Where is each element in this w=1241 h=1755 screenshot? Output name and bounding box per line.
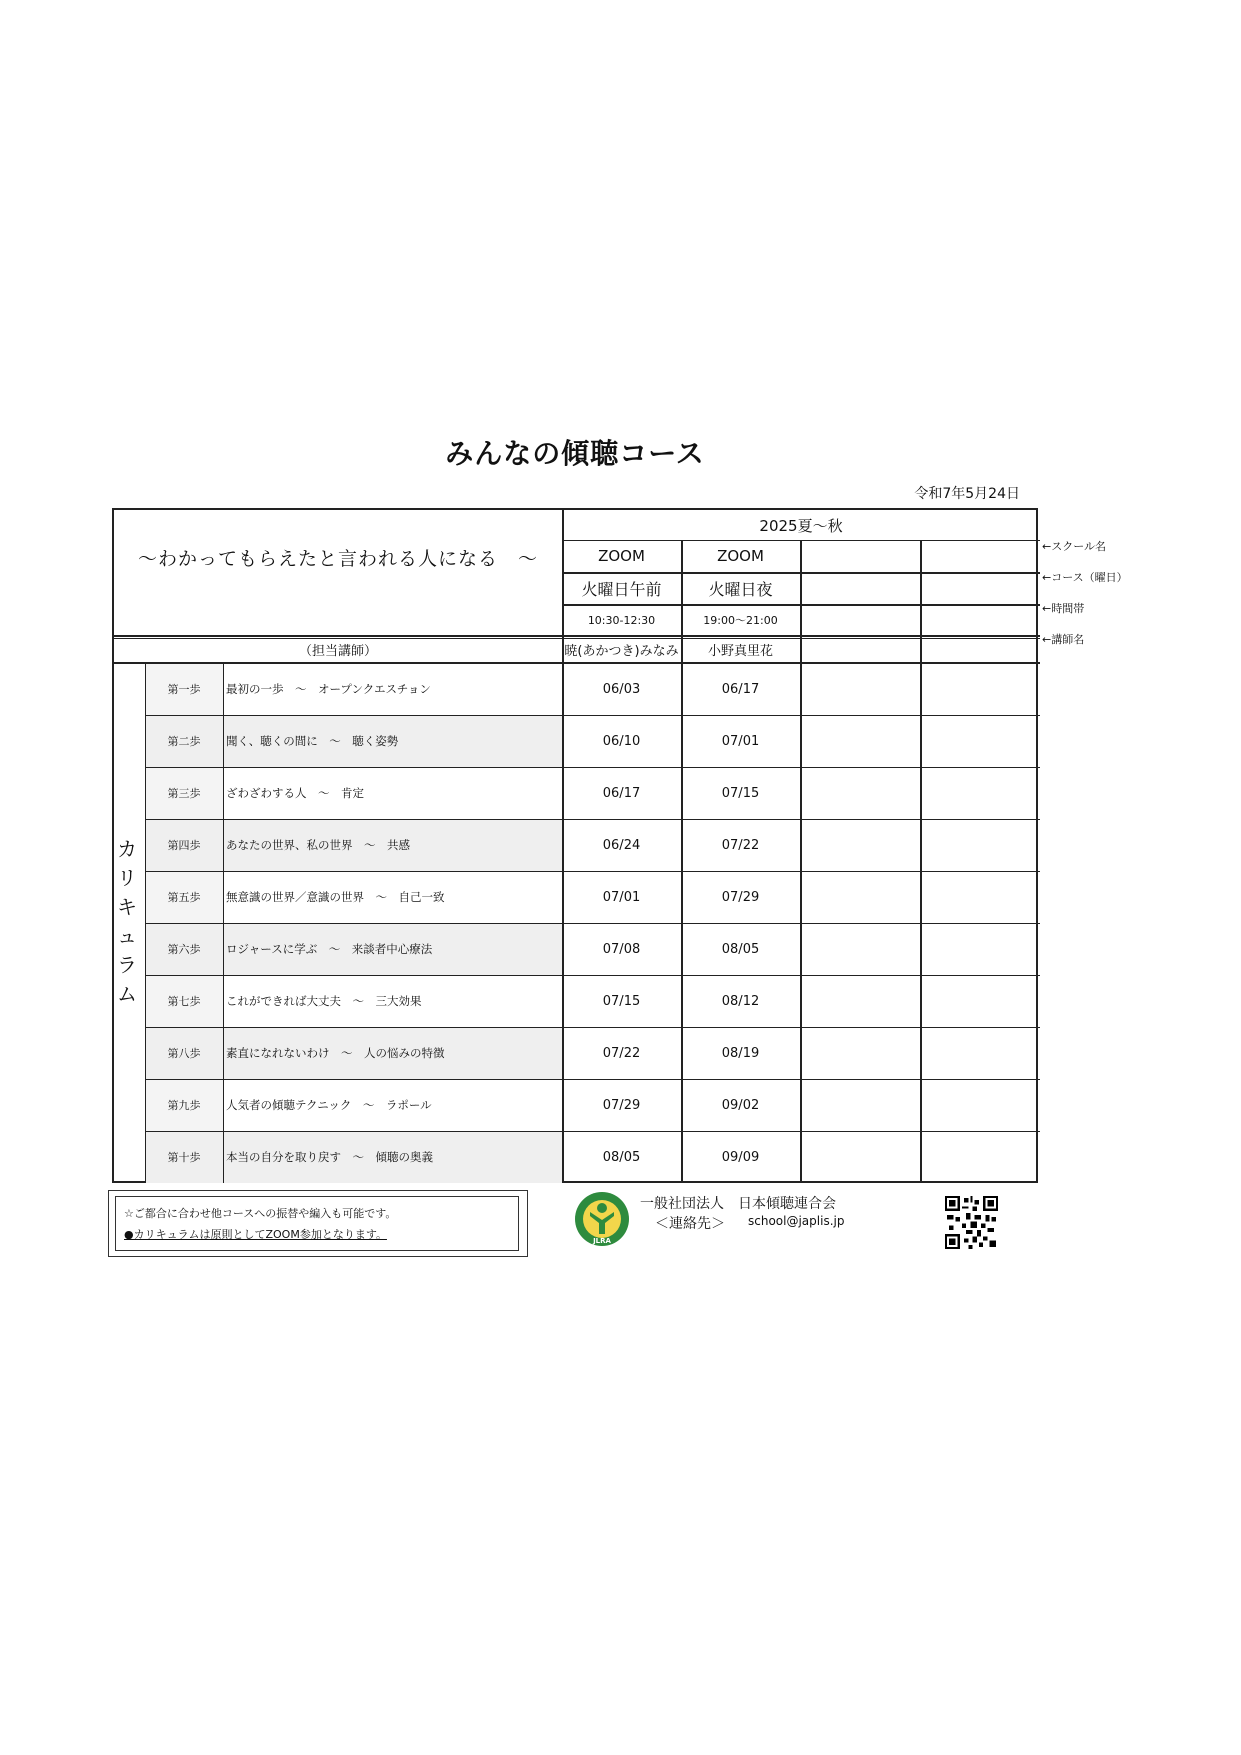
session-date: [920, 663, 1040, 715]
session-date: [800, 1131, 920, 1183]
session-date: [920, 1131, 1040, 1183]
issue-date: 令和7年5月24日: [914, 486, 1020, 502]
session-date: 09/02: [721, 1097, 760, 1113]
table-rule: [145, 715, 1040, 716]
table-rule: [223, 663, 224, 1183]
table-rule: [145, 975, 1040, 976]
step-number: 第九歩: [167, 1099, 201, 1112]
session-date: [800, 819, 920, 871]
session-date: 07/01: [602, 889, 641, 905]
course-subtitle: ～わかってもらえたと言われる人になる ～: [137, 547, 538, 570]
curriculum-vertical-label: [112, 662, 142, 1182]
curriculum-label-char: ュ: [117, 924, 137, 948]
course-day-cell: [800, 572, 920, 604]
table-rule: [145, 1131, 1040, 1132]
session-date: 08/05: [602, 1149, 641, 1165]
school-name-cell: ZOOM: [717, 547, 764, 565]
step-topic: 聞く、聴くの間に ～ 聴く姿勢: [226, 734, 399, 748]
step-topic: 素直になれないわけ ～ 人の悩みの特徴: [226, 1046, 445, 1060]
session-date: 08/05: [721, 941, 760, 957]
side-label-teacher: ←講師名: [1042, 633, 1085, 646]
table-rule: [145, 767, 1040, 768]
session-date: 08/19: [721, 1045, 760, 1061]
session-date: [800, 975, 920, 1027]
contact-label: ＜連絡先＞: [655, 1216, 725, 1232]
side-label-course: ←コース（曜日）: [1042, 571, 1128, 584]
step-number: 第六歩: [167, 943, 201, 956]
session-date: [920, 1079, 1040, 1131]
curriculum-table: [112, 508, 1038, 1183]
note-zoom: ●カリキュラムは原則としてZOOM参加となります。: [124, 1228, 387, 1241]
teacher-name-cell: [800, 636, 920, 663]
session-date: 08/12: [721, 993, 760, 1009]
session-date: [800, 1027, 920, 1079]
page-title: みんなの傾聴コース: [445, 437, 705, 470]
session-date: [920, 819, 1040, 871]
step-number: 第一歩: [167, 683, 201, 696]
curriculum-label-char: カ: [117, 837, 137, 861]
season-header: 2025夏～秋: [759, 516, 843, 535]
table-rule: [114, 635, 1040, 637]
session-date: 06/17: [721, 681, 760, 697]
session-date: [800, 923, 920, 975]
step-topic: 無意識の世界／意識の世界 ～ 自己一致: [226, 890, 445, 904]
session-date: 07/01: [721, 733, 760, 749]
session-date: 09/09: [721, 1149, 760, 1165]
contact-email[interactable]: school@japlis.jp: [748, 1214, 845, 1228]
session-date: [920, 767, 1040, 819]
session-date: 07/08: [602, 941, 641, 957]
session-date: [920, 1027, 1040, 1079]
side-label-school: ←スクール名: [1042, 540, 1106, 553]
step-number: 第三歩: [167, 787, 201, 800]
table-rule: [920, 540, 922, 1183]
step-number: 第十歩: [167, 1151, 201, 1164]
course-day-cell: 火曜日午前: [581, 579, 662, 599]
notes-box: [108, 1190, 528, 1257]
session-date: 07/15: [602, 993, 641, 1009]
organization-logo-icon: [573, 1190, 631, 1248]
step-number: 第四歩: [167, 839, 201, 852]
curriculum-label-char: キ: [117, 895, 137, 919]
table-rule: [145, 1079, 1040, 1080]
table-rule: [114, 662, 1040, 664]
svg-text:JLRA: JLRA: [593, 1237, 611, 1245]
time-slot-cell: 10:30-12:30: [587, 613, 656, 627]
side-label-time: ←時間帯: [1042, 602, 1085, 615]
organization-name: 一般社団法人 日本傾聴連合会: [640, 1196, 836, 1212]
step-topic: あなたの世界、私の世界 ～ 共感: [226, 838, 410, 852]
school-name-cell: [800, 540, 920, 572]
teacher-name-cell: [920, 636, 1040, 663]
table-rule: [681, 540, 683, 1183]
time-slot-cell: 19:00～21:00: [703, 614, 778, 627]
teacher-name-cell: 暁(あかつき)みなみ: [564, 644, 679, 659]
step-number: 第二歩: [167, 735, 201, 748]
table-rule: [562, 510, 564, 1183]
session-date: 07/22: [721, 837, 760, 853]
session-date: 07/22: [602, 1045, 641, 1061]
step-topic: ざわざわする人 ～ 肯定: [226, 786, 364, 800]
session-date: [800, 663, 920, 715]
school-name-cell: ZOOM: [598, 547, 645, 565]
table-rule: [145, 819, 1040, 820]
session-date: 06/03: [602, 681, 641, 697]
curriculum-label-char: リ: [117, 866, 137, 890]
step-topic: これができれば大丈夫 ～ 三大効果: [226, 994, 422, 1008]
curriculum-label-char: ラ: [117, 953, 137, 977]
qr-code-icon[interactable]: [945, 1196, 998, 1249]
session-date: 06/24: [602, 837, 641, 853]
table-rule: [114, 638, 1040, 639]
session-date: 06/17: [602, 785, 641, 801]
step-number: 第五歩: [167, 891, 201, 904]
time-slot-cell: [800, 604, 920, 636]
session-date: [920, 715, 1040, 767]
curriculum-label-char: ム: [117, 982, 137, 1006]
session-date: 06/10: [602, 733, 641, 749]
table-rule: [145, 871, 1040, 872]
session-date: 07/29: [721, 889, 760, 905]
course-day-cell: [920, 572, 1040, 604]
session-date: [920, 923, 1040, 975]
step-topic: 人気者の傾聴テクニック ～ ラポール: [226, 1098, 432, 1112]
teacher-label: （担当講師）: [298, 644, 377, 659]
session-date: [920, 871, 1040, 923]
teacher-name-cell: 小野真里花: [707, 644, 773, 659]
school-name-cell: [920, 540, 1040, 572]
table-rule: [145, 663, 146, 1183]
time-slot-cell: [920, 604, 1040, 636]
table-rule: [145, 1027, 1040, 1028]
step-number: 第七歩: [167, 995, 201, 1008]
session-date: 07/15: [721, 785, 760, 801]
step-topic: ロジャースに学ぶ ～ 来談者中心療法: [226, 942, 433, 956]
step-topic: 最初の一歩 ～ オープンクエスチョン: [226, 682, 431, 696]
table-rule: [800, 540, 802, 1183]
note-transfer: ☆ご都合に合わせ他コースへの振替や編入も可能です。: [124, 1207, 397, 1220]
session-date: [800, 715, 920, 767]
session-date: [800, 767, 920, 819]
course-day-cell: 火曜日夜: [708, 579, 773, 599]
step-topic: 本当の自分を取り戻す ～ 傾聴の奥義: [226, 1150, 433, 1164]
session-date: [800, 1079, 920, 1131]
session-date: [920, 975, 1040, 1027]
table-rule: [145, 923, 1040, 924]
step-number: 第八歩: [167, 1047, 201, 1060]
session-date: [800, 871, 920, 923]
session-date: 07/29: [602, 1097, 641, 1113]
